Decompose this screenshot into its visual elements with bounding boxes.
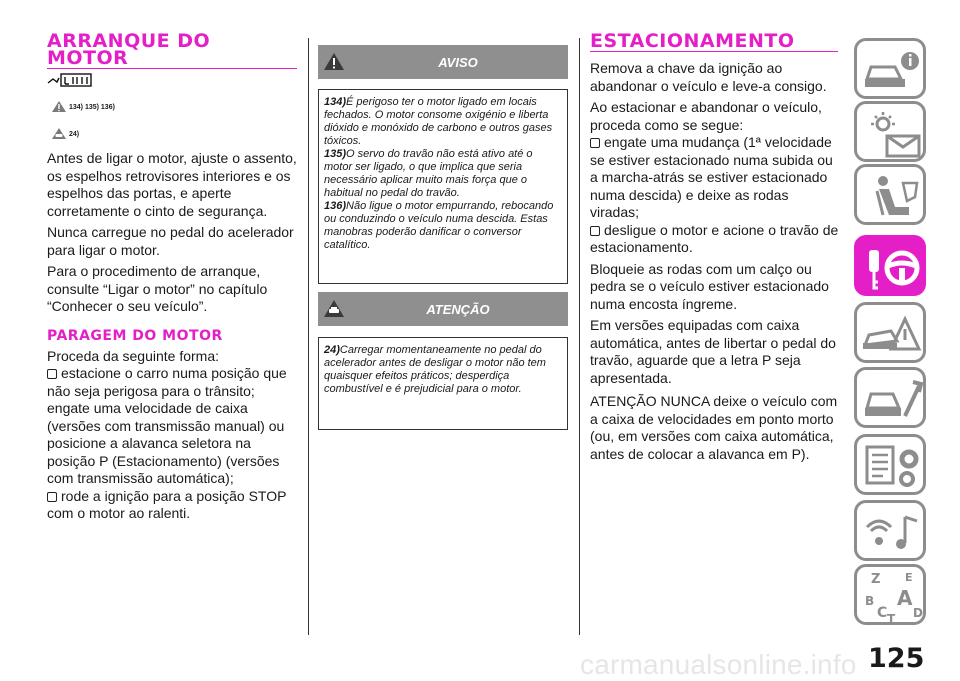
seat-safety-icon	[857, 167, 929, 228]
svg-text:E: E	[905, 571, 913, 584]
bullet-icon	[47, 492, 57, 502]
warning-lights-icon	[857, 104, 929, 165]
bullet-icon	[47, 369, 57, 379]
bullet-icon	[590, 138, 600, 148]
caution-box-header	[318, 292, 568, 326]
column-divider	[579, 38, 580, 635]
svg-text:Z: Z	[871, 572, 881, 587]
warning-refs: 134) 135) 136)	[69, 104, 115, 111]
bullet-icon	[590, 226, 600, 236]
section-title-starting	[47, 30, 297, 69]
warning-note: 134)É perigoso ter o motor ligado em locais fechados. O motor consome oxigénio e liberta dióxido e monóxido de carbono e outros gases tóxicos.	[324, 96, 553, 147]
list-item: estacione o carro numa posição que não seja perigosa para o trânsito; engate uma velocidade de caixa (versões com transmissão manual) ou posicione a alavanca seletora na posição P (Estacionamento) (versões com transmissão automática);	[47, 365, 287, 486]
car-service-icon	[857, 370, 929, 431]
warning-box-header	[318, 45, 568, 79]
section-title-parking: ESTACIONAMENTO	[590, 33, 838, 52]
caution-note: 24)Carregar momentaneamente no pedal do acelerador antes de desligar o motor não tem quaisquer efeitos práticos; desperdiça combustível e é prejudicial para o motor.	[324, 344, 546, 395]
svg-text:D: D	[913, 606, 923, 620]
svg-text:T: T	[887, 612, 896, 626]
tab-warning-lights[interactable]	[854, 101, 926, 162]
tab-maintenance[interactable]	[854, 367, 926, 428]
paragraph-accelerator: Nunca carregue no pedal do acelerador para ligar o motor.	[47, 224, 294, 258]
paragraph-adjust: Antes de ligar o motor, ajuste o assento, os espelhos retrovisores interiores e os espelhos das portas, e aperte corretamente o cinto de segurança.	[47, 150, 297, 219]
caution-refs: 24)	[69, 131, 80, 138]
tab-starting-driving[interactable]	[854, 235, 926, 296]
column-divider	[308, 38, 309, 635]
paragraph-proceed: Proceda da seguinte forma:	[47, 347, 219, 364]
paragraph-wedge: Bloqueie as rodas com um calço ou pedra se o veículo estiver estacionado numa encosta íngreme.	[590, 260, 829, 312]
warning-box-body	[318, 89, 568, 284]
list-item: desligue o motor e acione o travão de estacionamento.	[590, 221, 839, 255]
list-item: engate uma mudança (1ª velocidade se estiver estacionado numa subida ou a marcha-atrás se estiver estacionado numa descida) e deixe as rodas viradas;	[590, 134, 833, 220]
warning-label: AVISO	[438, 55, 478, 70]
caution-car-icon	[51, 127, 67, 140]
watermark: carmanualsonline.info	[580, 649, 857, 680]
page-number: 125	[868, 643, 925, 674]
alphabetical-index-icon	[857, 567, 929, 628]
svg-text:B: B	[865, 594, 875, 608]
specs-gears-icon	[857, 437, 929, 498]
paragraph-procedure: Para o procedimento de arranque, consulte “Ligar o motor” no capítulo “Conhecer o seu veículo”.	[47, 263, 268, 314]
tab-multimedia[interactable]	[854, 500, 926, 561]
paragraph-leave: Ao estacionar e abandonar o veículo, proceda como se segue:	[590, 99, 822, 133]
paragraph-neutral-warning: ATENÇÃO NUNCA deixe o veículo com a caixa de velocidades em ponto morto (ou, em versões com caixa automática, antes de colocar a alavanca em P).	[590, 393, 838, 462]
chapter-tabs	[854, 0, 960, 678]
svg-text:A: A	[897, 586, 913, 610]
engine-start-icon	[47, 72, 95, 88]
paragraph-remove-key: Remova a chave da ignição ao abandonar o veículo e leve-a consigo.	[590, 60, 827, 94]
tab-emergency[interactable]	[854, 302, 926, 363]
title-line1: ARRANQUE DO	[47, 30, 211, 52]
caution-label: ATENÇÃO	[426, 302, 490, 317]
paragraph-automatic: Em versões equipadas com caixa automática, antes de libertar o pedal do travão, aguarde que a letra P seja apresentada.	[590, 317, 836, 386]
multimedia-icon	[857, 503, 929, 564]
warning-note: 136)Não ligue o motor empurrando, rebocando ou conduzindo o veículo numa descida. Estas manobras poderão danificar o conversor catalítico.	[324, 200, 554, 251]
tab-technical-data[interactable]	[854, 434, 926, 495]
tab-knowing-vehicle[interactable]	[854, 38, 926, 99]
svg-text:C: C	[877, 605, 888, 621]
caution-box-body	[318, 337, 568, 430]
tab-index[interactable]	[854, 564, 926, 625]
warning-triangle-icon	[51, 100, 67, 113]
car-info-icon	[857, 41, 929, 102]
tab-safety[interactable]	[854, 164, 926, 225]
car-breakdown-icon	[857, 305, 929, 366]
key-steering-wheel-icon	[857, 238, 929, 299]
title-line2: MOTOR	[47, 50, 297, 69]
warning-note: 135)O servo do travão não está ativo até o motor ser ligado, o que implica que seria necessário aplicar muito mais força que o habitual no pedal do travão.	[324, 148, 533, 199]
subtitle-stopping: PARAGEM DO MOTOR	[47, 327, 223, 344]
list-item: rode a ignição para a posição STOP com o motor ao ralenti.	[47, 487, 287, 521]
